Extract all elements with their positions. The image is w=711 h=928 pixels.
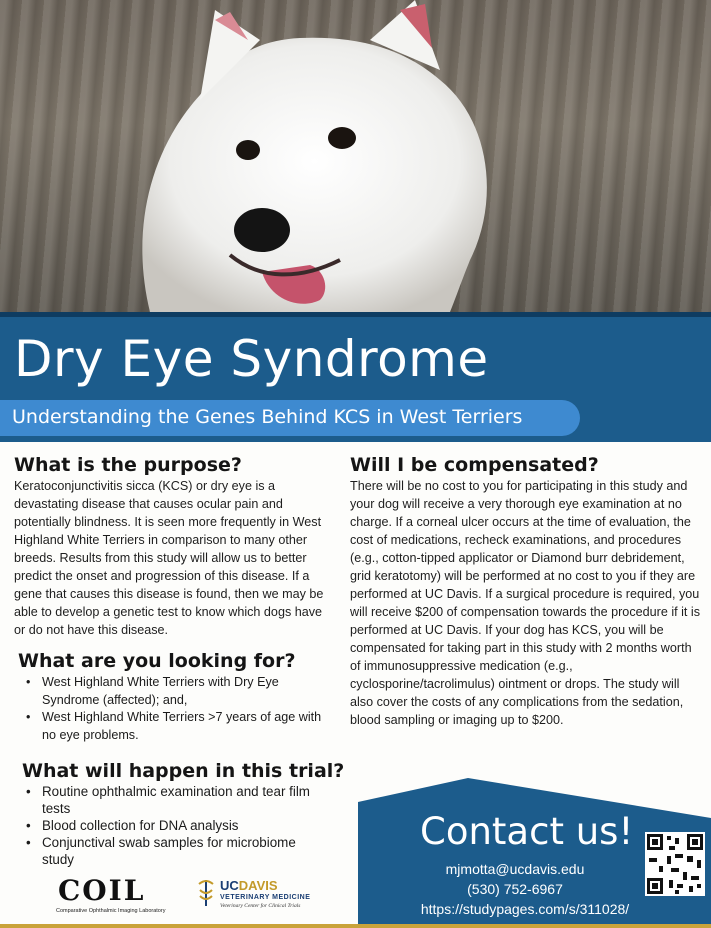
trial-list (22, 783, 322, 868)
coil-logo-text: COIL (58, 874, 146, 907)
contact-phone[interactable]: (530) 752-6967 (467, 881, 563, 897)
qr-code-icon[interactable] (645, 832, 705, 896)
coil-logo-subtitle: Comparative Ophthalmic Imaging Laboratory (56, 908, 166, 914)
ucdavis-name: UCDAVIS (220, 878, 278, 893)
contact-email[interactable]: mjmotta@ucdavis.edu (445, 861, 585, 877)
purpose-heading: What is the purpose? (14, 454, 242, 476)
list-item: • West Highland White Terriers >7 years of age with no eye problems. (22, 709, 332, 744)
ucdavis-center: Veterinary Center for Clinical Trials (220, 903, 301, 909)
hero-photo (0, 0, 711, 312)
looking-for-heading: What are you looking for? (18, 650, 296, 672)
list-item: • West Highland White Terriers with Dry Eye Syndrome (affected); and, (22, 674, 332, 709)
compensation-text: There will be no cost to you for participating in this study and your dog will receive a very thorough eye examination at no charge. If a corneal ulcer occurs at the time of evaluation, the cost of medications, recheck examinations, and procedures (e.g., cotton-tipped applicator or Diamond burr debridement, grid keratotomy) will be performed at no cost to you if they are performed at UC Davis. If a surgical procedure is required, you will receive $200 of compensation towards the procedure if it is performed at UC Davis. If your dog has KCS, you will be compensated for taking part in this study with 2 months worth of immunosuppressive medication (e.g., cyclosporine/tacrolimulus) ointment or drops. The study will also cover the costs of any complications from the sedation, blood sampling or imaging up to $200. (350, 479, 701, 727)
ucdavis-school: VETERINARY MEDICINE (220, 894, 311, 901)
coil-logo (56, 874, 166, 914)
list-item: • Blood collection for DNA analysis (22, 817, 322, 834)
contact-url[interactable]: https://studypages.com/s/311028/ (420, 901, 630, 917)
dog-illustration (0, 0, 711, 312)
compensation-heading: Will I be compensated? (350, 454, 599, 476)
list-item: • Conjunctival swab samples for microbiome study (22, 834, 322, 868)
page-title: Dry Eye Syndrome (14, 330, 489, 388)
trial-heading: What will happen in this trial? (22, 760, 345, 782)
purpose-text: Keratoconjunctivitis sicca (KCS) or dry eye is a devastating disease that causes ocular pain and potentially blindness. It is seen more frequently in West Highland White Terriers in comparison to many other breeds. Results from this study will allow us to better predict the onset and progression of this disease. If a gene that causes this disease is found, then we may be able to develop a genetic test to know which dogs have or do not have this disease. (14, 479, 324, 637)
list-item: • Routine ophthalmic examination and tear film tests (22, 783, 322, 817)
contact-title: Contact us! (420, 810, 634, 853)
looking-for-list (22, 674, 332, 744)
page-subtitle: Understanding the Genes Behind KCS in West Terriers (12, 406, 523, 428)
caduceus-icon (196, 878, 216, 908)
bottom-divider (0, 924, 711, 928)
